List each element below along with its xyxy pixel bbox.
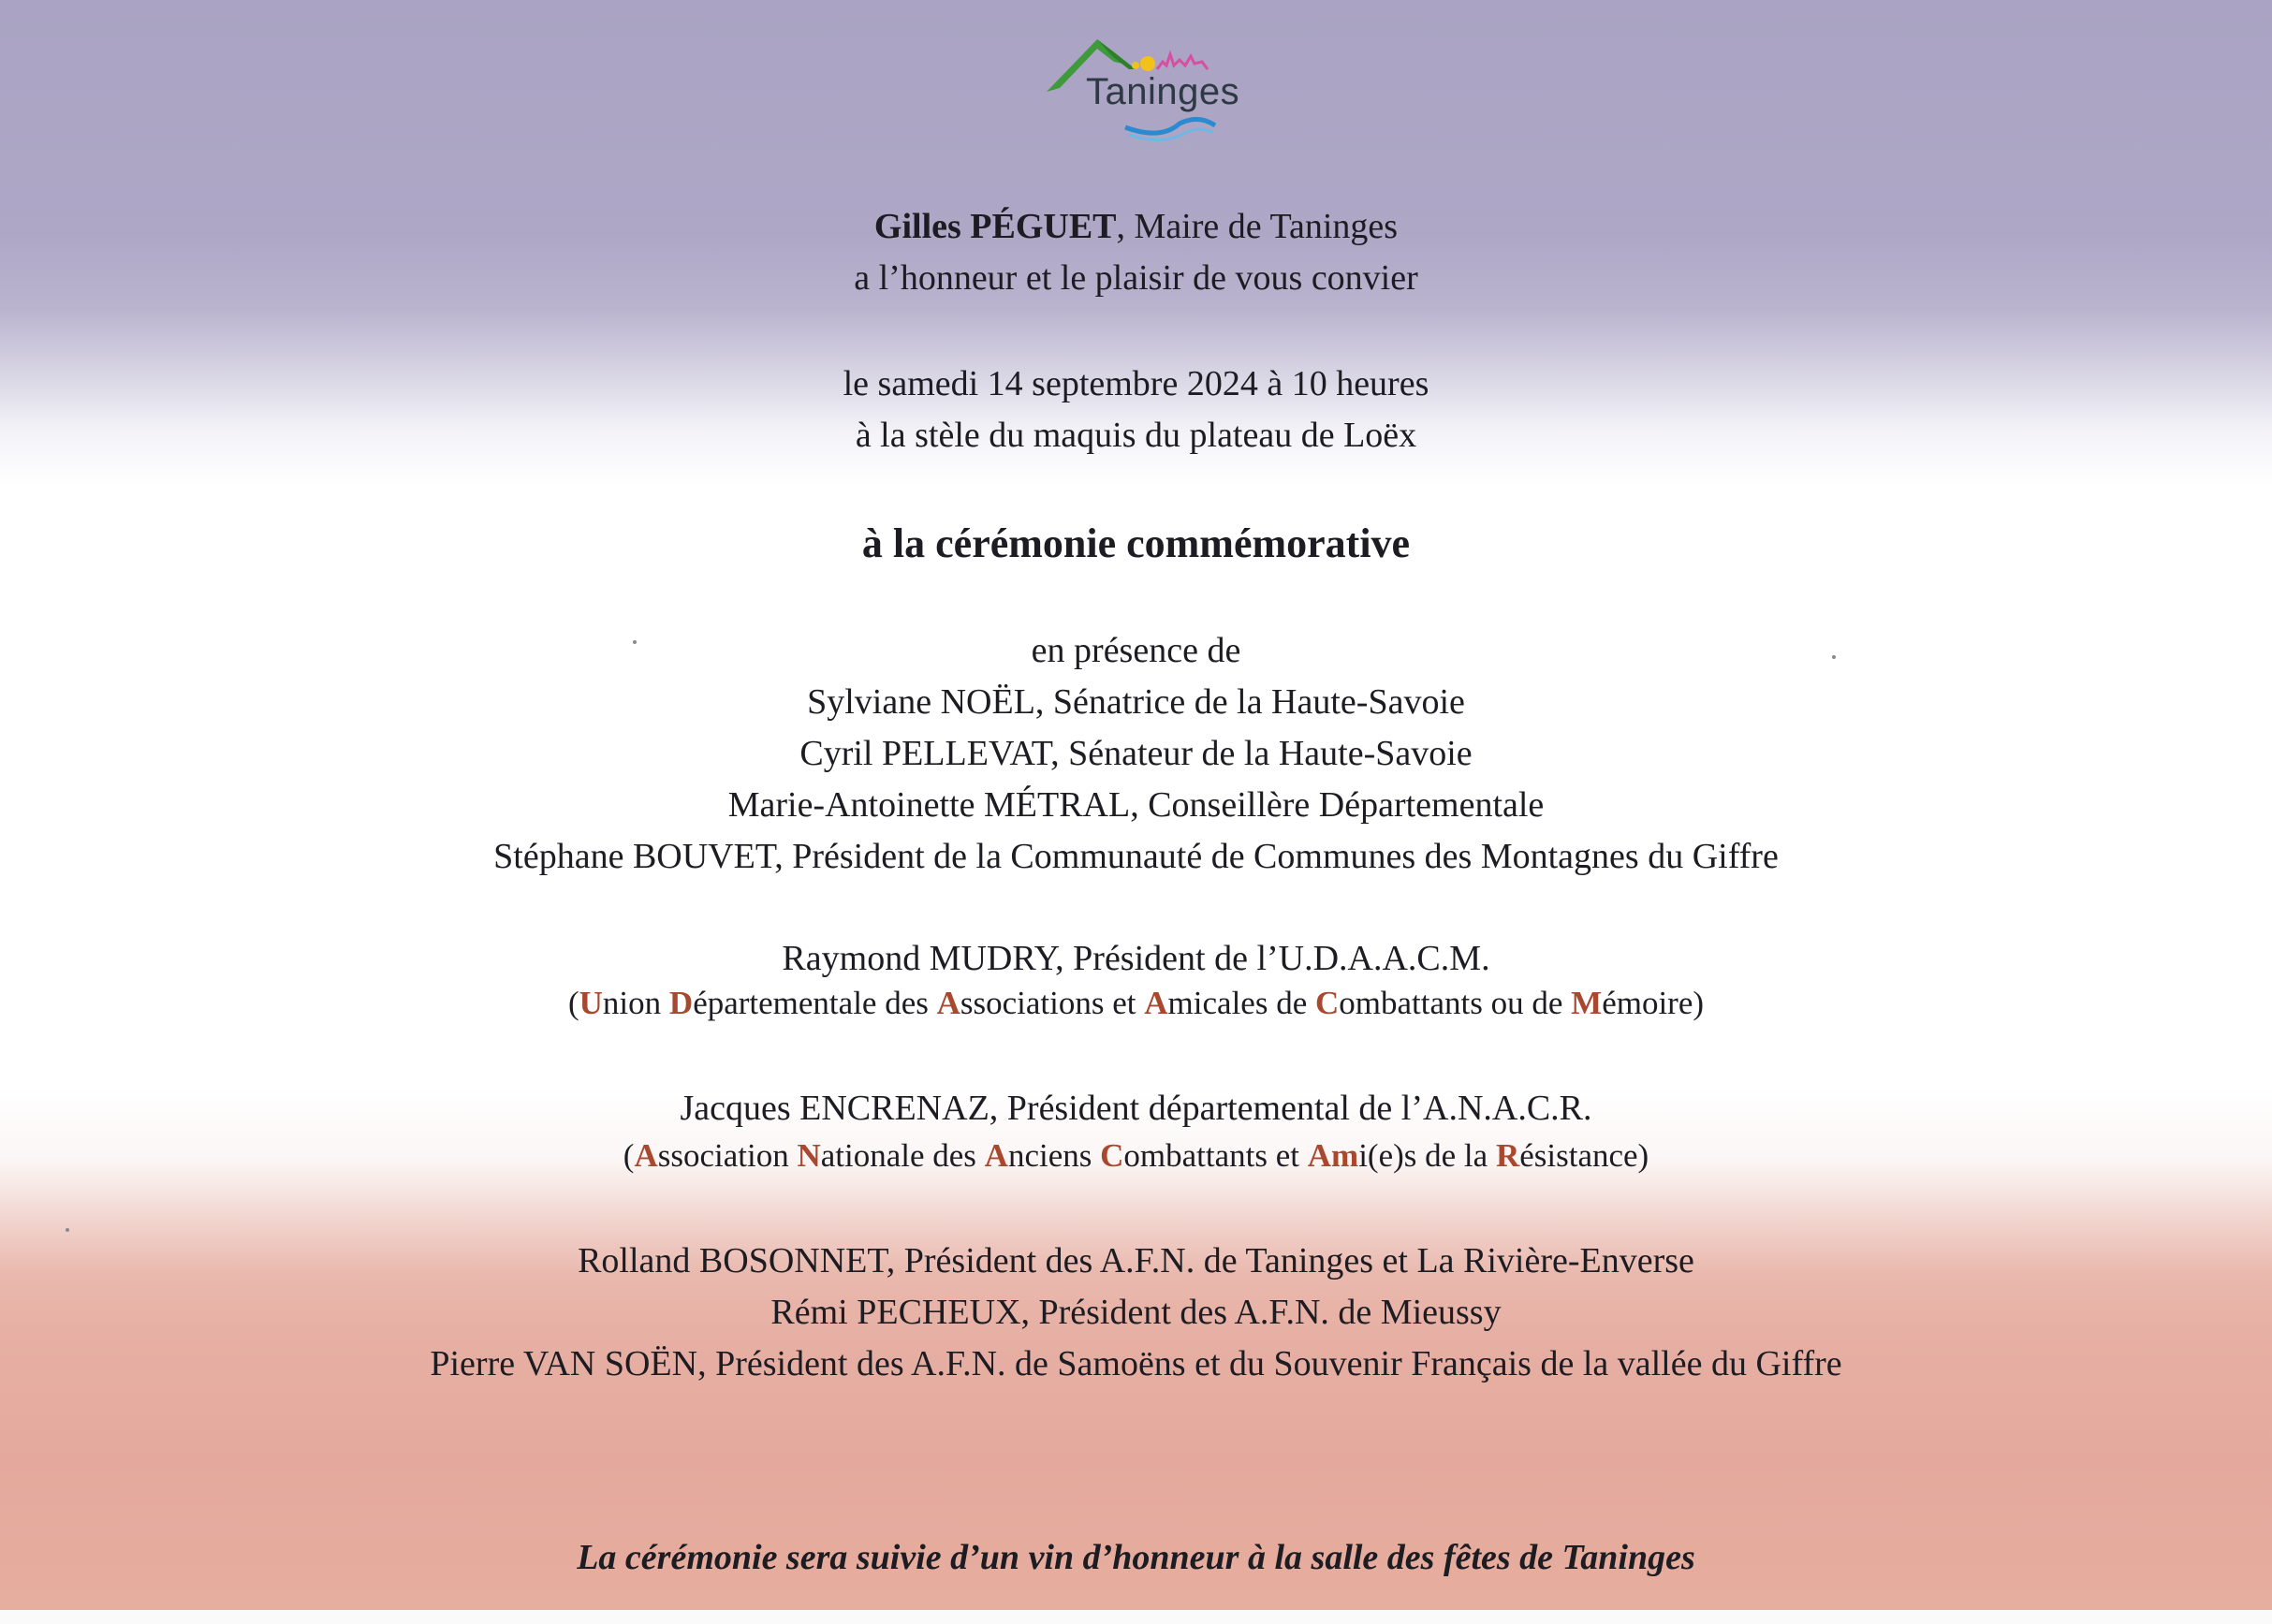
- presence-intro: en présence de: [1031, 631, 1241, 670]
- scan-edge: [0, 1610, 2272, 1624]
- acronym-text: i(e)s de la: [1358, 1137, 1496, 1174]
- guest-line: Sylviane NOËL, Sénatrice de la Haute-Savoie: [807, 682, 1465, 722]
- acronym-text: (: [567, 985, 579, 1021]
- paper-speck: [633, 640, 637, 644]
- acronym-text: ombattants ou de: [1339, 985, 1572, 1021]
- place-line: à la stèle du maquis du plateau de Loëx: [855, 416, 1417, 455]
- acronym-letter: D: [668, 985, 694, 1021]
- acronym-letter: R: [1495, 1137, 1520, 1174]
- guest-line: Cyril PELLEVAT, Sénateur de la Haute-Savoie: [799, 734, 1473, 773]
- invite-line: a l’honneur et le plaisir de vous convier: [854, 258, 1418, 298]
- guest-line: Stéphane BOUVET, Président de la Communauté de Communes des Montagnes du Giffre: [493, 837, 1779, 876]
- taninges-logo: [1039, 28, 1273, 150]
- acronym-letter: C: [1314, 985, 1340, 1021]
- acronym-letter: U: [579, 985, 603, 1021]
- acronym-letter: A: [1144, 985, 1168, 1021]
- date-line: le samedi 14 septembre 2024 à 10 heures: [843, 364, 1429, 403]
- udaacm-line: Raymond MUDRY, Président de l’U.D.A.A.C.M.: [782, 939, 1490, 978]
- acronym-letter: M: [1571, 985, 1603, 1021]
- guest-line: Marie-Antoinette MÉTRAL, Conseillère Départementale: [727, 785, 1545, 825]
- acronym-text: émoire): [1602, 985, 1705, 1021]
- acronym-text: ssociations et: [960, 985, 1145, 1021]
- acronym-text: ombattants et: [1123, 1137, 1308, 1174]
- acronym-letter: N: [797, 1137, 821, 1174]
- mayor-role: , Maire de Taninges: [1116, 207, 1399, 246]
- acronym-text: micales de: [1167, 985, 1315, 1021]
- paper-speck: [66, 1228, 69, 1232]
- guest-line: Rolland BOSONNET, Président des A.F.N. de Taninges et La Rivière-Enverse: [578, 1241, 1694, 1280]
- ceremony-title: à la cérémonie commémorative: [861, 520, 1411, 566]
- anacr-line: Jacques ENCRENAZ, Président départemental de l’A.N.A.C.R.: [680, 1089, 1592, 1128]
- acronym-letter: A: [634, 1137, 658, 1174]
- acronym-letter: Am: [1307, 1137, 1359, 1174]
- acronym-text: nciens: [1007, 1137, 1101, 1174]
- acronym-letter: C: [1100, 1137, 1124, 1174]
- anacr-expansion: [0, 1137, 2272, 1175]
- paper-speck: [1832, 655, 1836, 659]
- acronym-text: ssociation: [657, 1137, 798, 1174]
- footer-note: La cérémonie sera suivie d’un vin d’honneur à la salle des fêtes de Taninges: [577, 1538, 1695, 1577]
- guest-line: Pierre VAN SOËN, Président des A.F.N. de Samoëns et du Souvenir Français de la vallée du Giffre: [430, 1344, 1842, 1383]
- acronym-text: épartementale des: [693, 985, 937, 1021]
- acronym-letter: A: [936, 985, 960, 1021]
- acronym-letter: A: [984, 1137, 1008, 1174]
- acronym-text: ationale des: [820, 1137, 985, 1174]
- mayor-name: Gilles PÉGUET: [873, 207, 1117, 246]
- logo-wordmark: Taninges: [1086, 71, 1240, 112]
- guest-line: Rémi PECHEUX, Président des A.F.N. de Mieussy: [770, 1293, 1502, 1332]
- acronym-text: (: [623, 1137, 635, 1174]
- acronym-text: nion: [602, 985, 669, 1021]
- acronym-text: ésistance): [1519, 1137, 1649, 1174]
- host-line: [0, 201, 2272, 253]
- udaacm-expansion: [0, 985, 2272, 1022]
